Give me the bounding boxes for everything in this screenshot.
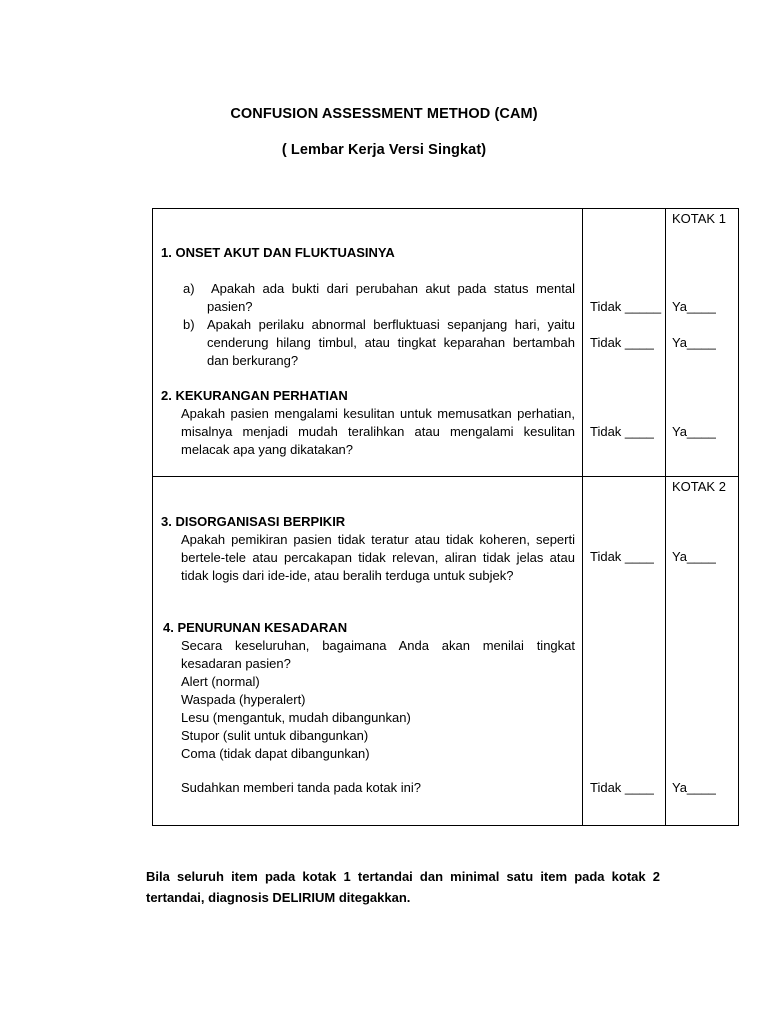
section1-a-tidak-field[interactable]: Tidak _____ [590,299,662,314]
section2-text: Apakah pasien mengalami kesulitan untuk memusatkan perhatian, misalnya menjadi mudah teralihkan atau mengalami kesulitan melacak apa yang dikatakan? [181,406,575,457]
section3-ya-field[interactable]: Ya____ [672,549,716,564]
section2-tidak-field[interactable]: Tidak ____ [590,424,654,439]
diagnosis-note: Bila seluruh item pada kotak 1 tertandai dan minimal satu item pada kotak 2 tertandai, diagnosis DELIRIUM ditegakkan. [146,869,660,905]
section4-heading: 4. PENURUNAN KESADARAN [163,620,348,635]
document-title: CONFUSION ASSESSMENT METHOD (CAM) [230,106,538,122]
box1-divider-left [582,208,583,477]
consciousness-option: Alert (normal) [181,674,260,689]
consciousness-option: Stupor (sulit untuk dibangunkan) [181,728,369,743]
box1-label: KOTAK 1 [672,211,726,226]
section1-b-ya-field[interactable]: Ya____ [672,335,716,350]
section1-item-a-marker: a) [183,281,195,296]
section1-item-a: Apakah ada bukti dari perubahan akut pada status mental pasien? [207,281,575,314]
section1-heading: 1. ONSET AKUT DAN FLUKTUASINYA [161,245,395,260]
consciousness-option: Lesu (mengantuk, mudah dibangunkan) [181,710,411,725]
box2-label: KOTAK 2 [672,479,726,494]
section1-item-b-marker: b) [183,317,195,332]
section2-heading: 2. KEKURANGAN PERHATIAN [161,388,348,403]
section4-question: Sudahkan memberi tanda pada kotak ini? [181,780,421,795]
section1-item-b: Apakah perilaku abnormal berfluktuasi sepanjang hari, yaitu cenderung hilang timbul, atau tingkat keparahan bertambah dan berkurang? [207,317,575,368]
section4-tidak-field[interactable]: Tidak ____ [590,780,654,795]
section2-ya-field[interactable]: Ya____ [672,424,716,439]
section3-tidak-field[interactable]: Tidak ____ [590,549,654,564]
section4-ya-field[interactable]: Ya____ [672,780,716,795]
section1-a-ya-field[interactable]: Ya____ [672,299,716,314]
section3-heading: 3. DISORGANISASI BERPIKIR [161,514,346,529]
section1-b-tidak-field[interactable]: Tidak ____ [590,335,654,350]
box1-divider-right [665,208,666,477]
section4-text: Secara keseluruhan, bagaimana Anda akan menilai tingkat kesadaran pasien? [181,638,575,671]
consciousness-option: Coma (tidak dapat dibangunkan) [181,746,370,761]
box2-divider-right [665,476,666,826]
box2-divider-left [582,476,583,826]
document-subtitle: ( Lembar Kerja Versi Singkat) [281,142,487,158]
section3-text: Apakah pemikiran pasien tidak teratur atau tidak koheren, seperti bertele-tele atau percakapan tidak relevan, aliran tidak jelas atau tidak logis dari ide-ide, atau beralih terduga untuk subjek? [181,532,575,583]
consciousness-option: Waspada (hyperalert) [181,692,306,707]
